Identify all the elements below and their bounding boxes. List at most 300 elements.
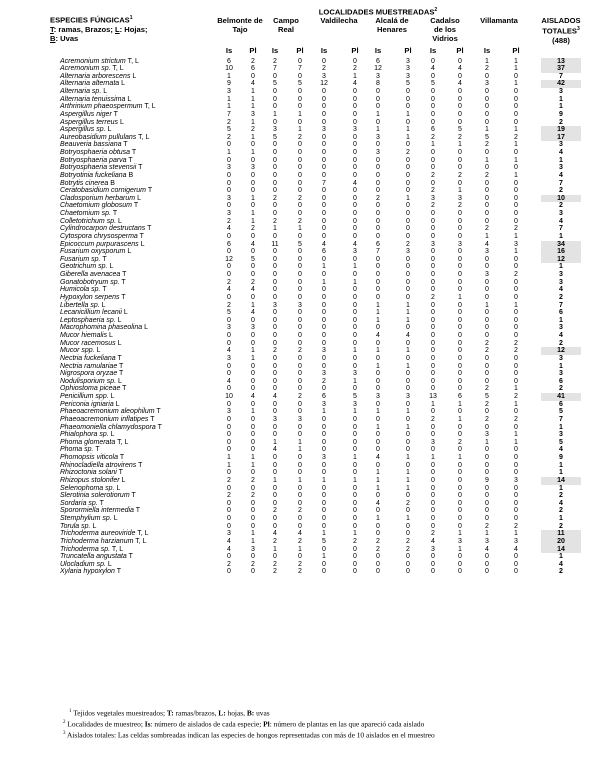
pl-count-cell: 0 xyxy=(406,461,410,469)
pl-count-cell: 0 xyxy=(298,339,302,347)
cadalso-pl-label: Pl xyxy=(456,46,464,55)
is-count-cell: 0 xyxy=(227,415,231,423)
pl-count-cell: 4 xyxy=(353,80,357,88)
species-name xyxy=(60,271,126,279)
species-name xyxy=(60,126,111,134)
pl-count-cell: 0 xyxy=(298,210,302,217)
pl-count-cell: 0 xyxy=(514,499,518,507)
tissue-code: L xyxy=(118,377,122,385)
pl-count-cell: 0 xyxy=(514,72,518,80)
is-count-cell: 7 xyxy=(322,179,326,187)
total-isolates-cell: 2 xyxy=(559,187,563,195)
pl-count-cell: 0 xyxy=(251,522,255,530)
tissue-code: L xyxy=(107,126,112,134)
locality-villamanta xyxy=(471,16,527,25)
is-count-cell: 1 xyxy=(322,278,326,286)
is-count-cell: 1 xyxy=(376,408,380,416)
is-count-cell: 3 xyxy=(227,408,231,416)
species-binomial: Truncatella xyxy=(60,553,95,561)
table-row xyxy=(0,530,600,538)
pl-count-cell: 0 xyxy=(458,179,462,187)
pl-count-cell: 1 xyxy=(406,469,410,477)
pl-count-cell: 0 xyxy=(514,286,518,294)
total-isolates-cell: 7 xyxy=(559,72,563,80)
table-row xyxy=(0,103,600,111)
species-epithet: sp. xyxy=(81,522,91,530)
pl-count-cell: 1 xyxy=(353,347,357,355)
is-count-cell: 2 xyxy=(227,301,231,309)
is-count-cell: 0 xyxy=(376,271,380,278)
is-count-cell: 0 xyxy=(431,370,435,378)
pl-count-cell: 0 xyxy=(298,149,302,156)
pl-count-cell: 0 xyxy=(298,271,302,278)
is-count-cell: 0 xyxy=(273,171,277,179)
species-binomial: Trichoderma xyxy=(60,530,99,538)
is-count-cell: 5 xyxy=(485,393,489,400)
species-name xyxy=(60,523,96,531)
pl-count-cell: 1 xyxy=(251,210,255,217)
pl-count-cell: 0 xyxy=(251,293,255,301)
pl-count-cell: 0 xyxy=(458,476,462,484)
is-count-cell: 0 xyxy=(322,225,326,233)
is-count-cell: 0 xyxy=(273,179,277,187)
is-count-cell: 2 xyxy=(322,377,326,385)
tissue-code: L xyxy=(117,316,122,324)
total-isolates-cell: 4 xyxy=(559,149,563,156)
species-name xyxy=(60,477,125,485)
pl-count-cell: 0 xyxy=(458,507,462,515)
pl-count-cell: 0 xyxy=(298,377,302,385)
total-isolates-cell: 1 xyxy=(559,469,563,477)
total-isolates-cell: 2 xyxy=(559,522,563,530)
tissue-code: T xyxy=(122,271,127,278)
is-count-cell: 0 xyxy=(273,324,277,332)
species-epithet: racemosus xyxy=(81,339,116,347)
is-count-cell: 0 xyxy=(322,57,326,65)
pl-count-cell: 0 xyxy=(298,400,302,408)
pl-count-cell: 0 xyxy=(298,522,302,530)
is-count-cell: 4 xyxy=(376,454,380,461)
is-count-cell: 2 xyxy=(485,141,489,149)
table-row xyxy=(0,271,600,279)
is-count-cell: 1 xyxy=(227,103,231,111)
species-epithet: solani xyxy=(98,469,117,477)
pl-count-cell: 2 xyxy=(251,278,255,286)
pl-count-cell: 0 xyxy=(298,118,302,126)
locality-valdilecha-line1: Valdilecha xyxy=(320,16,358,25)
pl-count-cell: 0 xyxy=(298,286,302,294)
is-count-cell: 0 xyxy=(227,553,231,561)
footnote-b2: L: xyxy=(218,708,226,718)
pl-count-cell: 2 xyxy=(251,126,255,134)
is-count-cell: 0 xyxy=(376,171,380,179)
is-count-cell: 12 xyxy=(374,65,382,73)
is-count-cell: 3 xyxy=(227,164,231,172)
species-name xyxy=(60,347,101,355)
pl-count-cell: 0 xyxy=(514,278,518,286)
pl-count-cell: 2 xyxy=(406,537,410,545)
is-count-cell: 0 xyxy=(227,568,231,576)
is-count-cell: 10 xyxy=(225,393,233,400)
species-name xyxy=(60,263,113,271)
pl-count-cell: 1 xyxy=(406,316,410,324)
total-isolates-cell: 1 xyxy=(559,484,563,492)
is-count-cell: 1 xyxy=(376,110,380,118)
total-isolates-cell: 4 xyxy=(559,560,563,568)
table-row xyxy=(0,210,600,218)
pl-count-cell: 0 xyxy=(298,454,302,461)
is-count-cell: 3 xyxy=(322,454,326,461)
is-count-cell: 5 xyxy=(431,80,435,88)
pl-count-cell: 1 xyxy=(353,476,357,484)
pl-count-cell: 6 xyxy=(251,65,255,73)
is-count-cell: 4 xyxy=(227,286,231,294)
is-count-cell: 1 xyxy=(376,484,380,492)
species-epithet: cinerea xyxy=(85,179,109,187)
is-count-cell: 0 xyxy=(431,461,435,469)
tissue-code: T xyxy=(147,225,152,233)
species-epithet: stevensii xyxy=(109,164,137,172)
is-count-cell: 0 xyxy=(431,232,435,240)
pl-count-cell: 0 xyxy=(353,461,357,469)
is-count-cell: 1 xyxy=(376,476,380,484)
is-count-cell: 0 xyxy=(431,72,435,80)
pl-count-cell: 0 xyxy=(514,164,518,172)
is-count-cell: 4 xyxy=(485,545,489,553)
pl-count-cell: 0 xyxy=(514,217,518,225)
is-count-cell: 3 xyxy=(322,370,326,378)
is-count-cell: 0 xyxy=(273,141,277,149)
pl-count-cell: 3 xyxy=(353,126,357,134)
pl-count-cell: 0 xyxy=(298,171,302,179)
footnote-text: Localidades de muestreo; xyxy=(67,719,145,729)
species-binomial: Epicoccum xyxy=(60,240,95,248)
is-count-cell: 2 xyxy=(227,133,231,141)
is-count-cell: 0 xyxy=(485,316,489,324)
is-count-cell: 1 xyxy=(227,461,231,469)
is-count-cell: 0 xyxy=(273,454,277,461)
total-isolates-cell: 6 xyxy=(559,377,563,385)
species-binomial: Cylindrocarpon xyxy=(60,225,108,233)
is-count-cell: 2 xyxy=(273,194,277,202)
species-name xyxy=(60,141,128,149)
species-column-header xyxy=(50,14,160,43)
pl-count-cell: 0 xyxy=(458,149,462,156)
is-count-cell: 0 xyxy=(227,400,231,408)
species-epithet: sp. xyxy=(96,560,106,568)
species-binomial: Chaetomium xyxy=(60,202,100,210)
species-name xyxy=(60,370,123,378)
pl-count-cell: 1 xyxy=(406,301,410,309)
is-count-cell: 1 xyxy=(485,301,489,309)
tissue-code: L xyxy=(109,332,113,339)
species-binomial: Botryotinia xyxy=(60,171,94,179)
species-epithet: sp. xyxy=(102,515,112,522)
pl-count-cell: 2 xyxy=(406,545,410,553)
pl-count-cell: 0 xyxy=(514,110,518,118)
is-count-cell: 0 xyxy=(376,202,380,210)
pl-count-cell: 0 xyxy=(406,263,410,271)
pl-count-cell: 0 xyxy=(406,164,410,172)
is-count-cell: 0 xyxy=(376,553,380,561)
pl-count-cell: 2 xyxy=(298,347,302,355)
is-count-cell: 0 xyxy=(273,316,277,324)
pl-count-cell: 0 xyxy=(406,255,410,263)
total-isolates-cell: 2 xyxy=(559,339,563,347)
pl-count-cell: 2 xyxy=(251,225,255,233)
is-count-cell: 4 xyxy=(273,530,277,538)
is-count-cell: 3 xyxy=(273,301,277,309)
pl-count-cell: 2 xyxy=(298,194,302,202)
species-binomial: Geotrichum xyxy=(60,263,97,271)
pl-count-cell: 0 xyxy=(406,438,410,446)
is-count-cell: 3 xyxy=(485,431,489,439)
is-count-cell: 0 xyxy=(485,210,489,217)
species-binomial: Mucor xyxy=(60,332,80,339)
pl-count-cell: 1 xyxy=(251,301,255,309)
is-count-cell: 0 xyxy=(431,248,435,256)
pl-count-cell: 1 xyxy=(251,217,255,225)
total-isolates-cell: 12 xyxy=(541,347,581,355)
is-count-cell: 3 xyxy=(376,72,380,80)
pl-count-cell: 2 xyxy=(251,492,255,500)
pl-count-cell: 0 xyxy=(406,568,410,576)
is-count-cell: 0 xyxy=(227,499,231,507)
pl-count-cell: 0 xyxy=(458,118,462,126)
is-count-cell: 3 xyxy=(322,126,326,134)
pl-count-cell: 0 xyxy=(251,568,255,576)
is-count-cell: 1 xyxy=(273,476,277,484)
tissue-code: T xyxy=(157,423,162,431)
tissue-code: T, L xyxy=(112,65,124,73)
pl-count-cell: 0 xyxy=(353,415,357,423)
pl-count-cell: 3 xyxy=(458,194,462,202)
is-count-cell: 2 xyxy=(273,560,277,568)
pl-count-cell: 0 xyxy=(353,438,357,446)
is-count-cell: 5 xyxy=(227,126,231,134)
is-count-cell: 0 xyxy=(376,530,380,538)
pl-count-cell: 0 xyxy=(353,194,357,202)
total-isolates-cell: 12 xyxy=(541,256,581,264)
species-binomial: Leptosphaeria xyxy=(60,316,105,324)
is-count-cell: 1 xyxy=(485,57,489,65)
is-count-cell: 0 xyxy=(227,316,231,324)
is-count-cell: 0 xyxy=(431,316,435,324)
pl-count-cell: 0 xyxy=(298,469,302,477)
is-count-cell: 0 xyxy=(227,370,231,378)
table-row xyxy=(0,355,600,363)
pl-count-cell: 1 xyxy=(251,118,255,126)
tissue-code: T xyxy=(139,232,144,240)
species-binomial: Mucor xyxy=(60,339,80,347)
pl-count-cell: 0 xyxy=(353,57,357,65)
species-epithet: sp. xyxy=(106,217,117,225)
is-count-cell: 8 xyxy=(376,80,380,88)
table-row xyxy=(0,126,600,134)
pl-count-cell: 0 xyxy=(406,278,410,286)
table-row xyxy=(0,263,600,271)
pl-count-cell: 0 xyxy=(353,210,357,217)
pl-count-cell: 0 xyxy=(353,293,357,301)
is-count-cell: 0 xyxy=(322,362,326,370)
total-isolates-cell: 20 xyxy=(541,538,581,546)
pl-count-cell: 0 xyxy=(514,316,518,324)
is-count-cell: 0 xyxy=(322,423,326,431)
is-count-cell: 1 xyxy=(322,530,326,538)
is-count-cell: 0 xyxy=(376,461,380,469)
pl-count-cell: 0 xyxy=(298,278,302,286)
pl-count-cell: 0 xyxy=(353,156,357,164)
is-count-cell: 0 xyxy=(376,492,380,500)
is-count-cell: 2 xyxy=(322,65,326,73)
is-count-cell: 0 xyxy=(376,255,380,263)
pl-count-cell: 3 xyxy=(458,240,462,248)
is-count-cell: 0 xyxy=(485,103,489,111)
species-epithet: avenacea xyxy=(89,271,121,278)
pl-count-cell: 5 xyxy=(298,80,302,88)
tissue-code: L xyxy=(123,309,128,317)
total-isolates-cell: 1 xyxy=(559,232,563,240)
pl-count-cell: 1 xyxy=(458,415,462,423)
species-binomial: Aspergillus xyxy=(60,110,95,118)
pl-count-cell: 0 xyxy=(298,332,302,339)
species-epithet: sp. xyxy=(91,88,102,95)
is-count-cell: 0 xyxy=(322,156,326,164)
is-count-cell: 0 xyxy=(376,339,380,347)
species-name xyxy=(60,462,142,470)
is-count-cell: 0 xyxy=(485,324,489,332)
is-count-cell: 0 xyxy=(485,499,489,507)
table-row xyxy=(0,248,600,256)
pl-count-cell: 0 xyxy=(251,377,255,385)
total-isolates-cell: 19 xyxy=(541,126,581,134)
pl-count-cell: 0 xyxy=(406,560,410,568)
footnote xyxy=(57,707,597,718)
species-epithet: fuckeliana xyxy=(84,354,116,362)
is-count-cell: 0 xyxy=(431,149,435,156)
pl-count-cell: 0 xyxy=(406,141,410,149)
species-title-footnote-mark: 1 xyxy=(129,15,133,21)
pl-count-cell: 3 xyxy=(251,324,255,332)
is-count-cell: 0 xyxy=(322,271,326,278)
pl-count-cell: 0 xyxy=(514,492,518,500)
pl-count-cell: 0 xyxy=(514,187,518,195)
pl-count-cell: 0 xyxy=(514,515,518,522)
total-isolates-cell: 1 xyxy=(559,263,563,271)
is-count-cell: 0 xyxy=(485,515,489,522)
is-count-cell: 2 xyxy=(376,545,380,553)
is-count-cell: 3 xyxy=(376,133,380,141)
pl-count-cell: 0 xyxy=(353,286,357,294)
species-binomial: Fusarium xyxy=(60,255,90,263)
is-count-cell: 0 xyxy=(431,164,435,172)
is-count-cell: 4 xyxy=(273,446,277,454)
total-isolates-cell: 9 xyxy=(559,454,563,461)
tissue-code: T xyxy=(147,187,153,195)
total-isolates-cell: 3 xyxy=(559,431,563,439)
pl-count-cell: 0 xyxy=(353,332,357,339)
tissue-code: T xyxy=(119,362,124,370)
is-count-cell: 0 xyxy=(485,469,489,477)
species-name xyxy=(60,424,162,432)
is-count-cell: 1 xyxy=(227,95,231,103)
is-count-cell: 0 xyxy=(273,271,277,278)
species-name xyxy=(60,195,141,203)
pl-count-cell: 0 xyxy=(406,210,410,217)
is-count-cell: 0 xyxy=(485,217,489,225)
is-count-cell: 0 xyxy=(322,568,326,576)
table-row xyxy=(0,370,600,378)
pl-count-cell: 0 xyxy=(298,103,302,111)
legend-b-text: : Uvas xyxy=(55,33,79,43)
is-count-cell: 3 xyxy=(431,545,435,553)
pl-count-cell: 0 xyxy=(458,515,462,522)
species-epithet: hypoxylon xyxy=(83,568,115,576)
is-count-cell: 0 xyxy=(273,309,277,317)
pl-count-cell: 0 xyxy=(251,415,255,423)
species-epithet: strictum xyxy=(101,57,126,65)
table-row xyxy=(0,65,600,73)
table-row xyxy=(0,431,600,439)
is-count-cell: 1 xyxy=(273,438,277,446)
is-count-cell: 3 xyxy=(273,126,277,134)
pl-count-cell: 3 xyxy=(406,393,410,400)
pl-count-cell: 4 xyxy=(251,393,255,400)
table-row xyxy=(0,233,600,241)
is-count-cell: 0 xyxy=(485,423,489,431)
pl-count-cell: 0 xyxy=(298,492,302,500)
tissue-code: T xyxy=(156,408,161,416)
pl-count-cell: 0 xyxy=(458,408,462,416)
is-count-cell: 6 xyxy=(227,57,231,65)
tissue-code: T, L xyxy=(137,530,149,538)
species-epithet: parva xyxy=(109,156,127,164)
pl-count-cell: 0 xyxy=(514,194,518,202)
pl-count-cell: 0 xyxy=(298,484,302,492)
species-name xyxy=(60,500,104,508)
table-row xyxy=(0,439,600,447)
is-count-cell: 3 xyxy=(485,80,489,88)
pl-count-cell: 0 xyxy=(298,156,302,164)
pl-count-cell: 0 xyxy=(514,484,518,492)
total-isolates-cell: 2 xyxy=(559,507,563,515)
pl-count-cell: 1 xyxy=(298,438,302,446)
is-count-cell: 0 xyxy=(376,225,380,233)
pl-count-cell: 1 xyxy=(458,545,462,553)
locality-campo-line2: Real xyxy=(277,25,295,34)
pl-count-cell: 2 xyxy=(458,438,462,446)
is-count-cell: 0 xyxy=(322,141,326,149)
species-epithet: chrysosperma xyxy=(93,232,138,240)
is-count-cell: 0 xyxy=(376,179,380,187)
footnote-b1: T: xyxy=(166,708,174,718)
species-name xyxy=(60,286,107,294)
is-count-cell: 0 xyxy=(485,72,489,80)
total-isolates-cell: 3 xyxy=(559,370,563,378)
is-count-cell: 0 xyxy=(273,72,277,80)
footnote-b3: B: xyxy=(246,708,255,718)
pl-count-cell: 0 xyxy=(406,530,410,538)
is-count-cell: 6 xyxy=(322,393,326,400)
pl-count-cell: 1 xyxy=(298,545,302,553)
is-count-cell: 0 xyxy=(376,431,380,439)
is-count-cell: 0 xyxy=(431,515,435,522)
species-name xyxy=(60,202,138,210)
pl-count-cell: 3 xyxy=(406,57,410,65)
pl-count-cell: 0 xyxy=(406,286,410,294)
pl-count-cell: 2 xyxy=(458,133,462,141)
species-epithet: destructans xyxy=(109,225,146,233)
